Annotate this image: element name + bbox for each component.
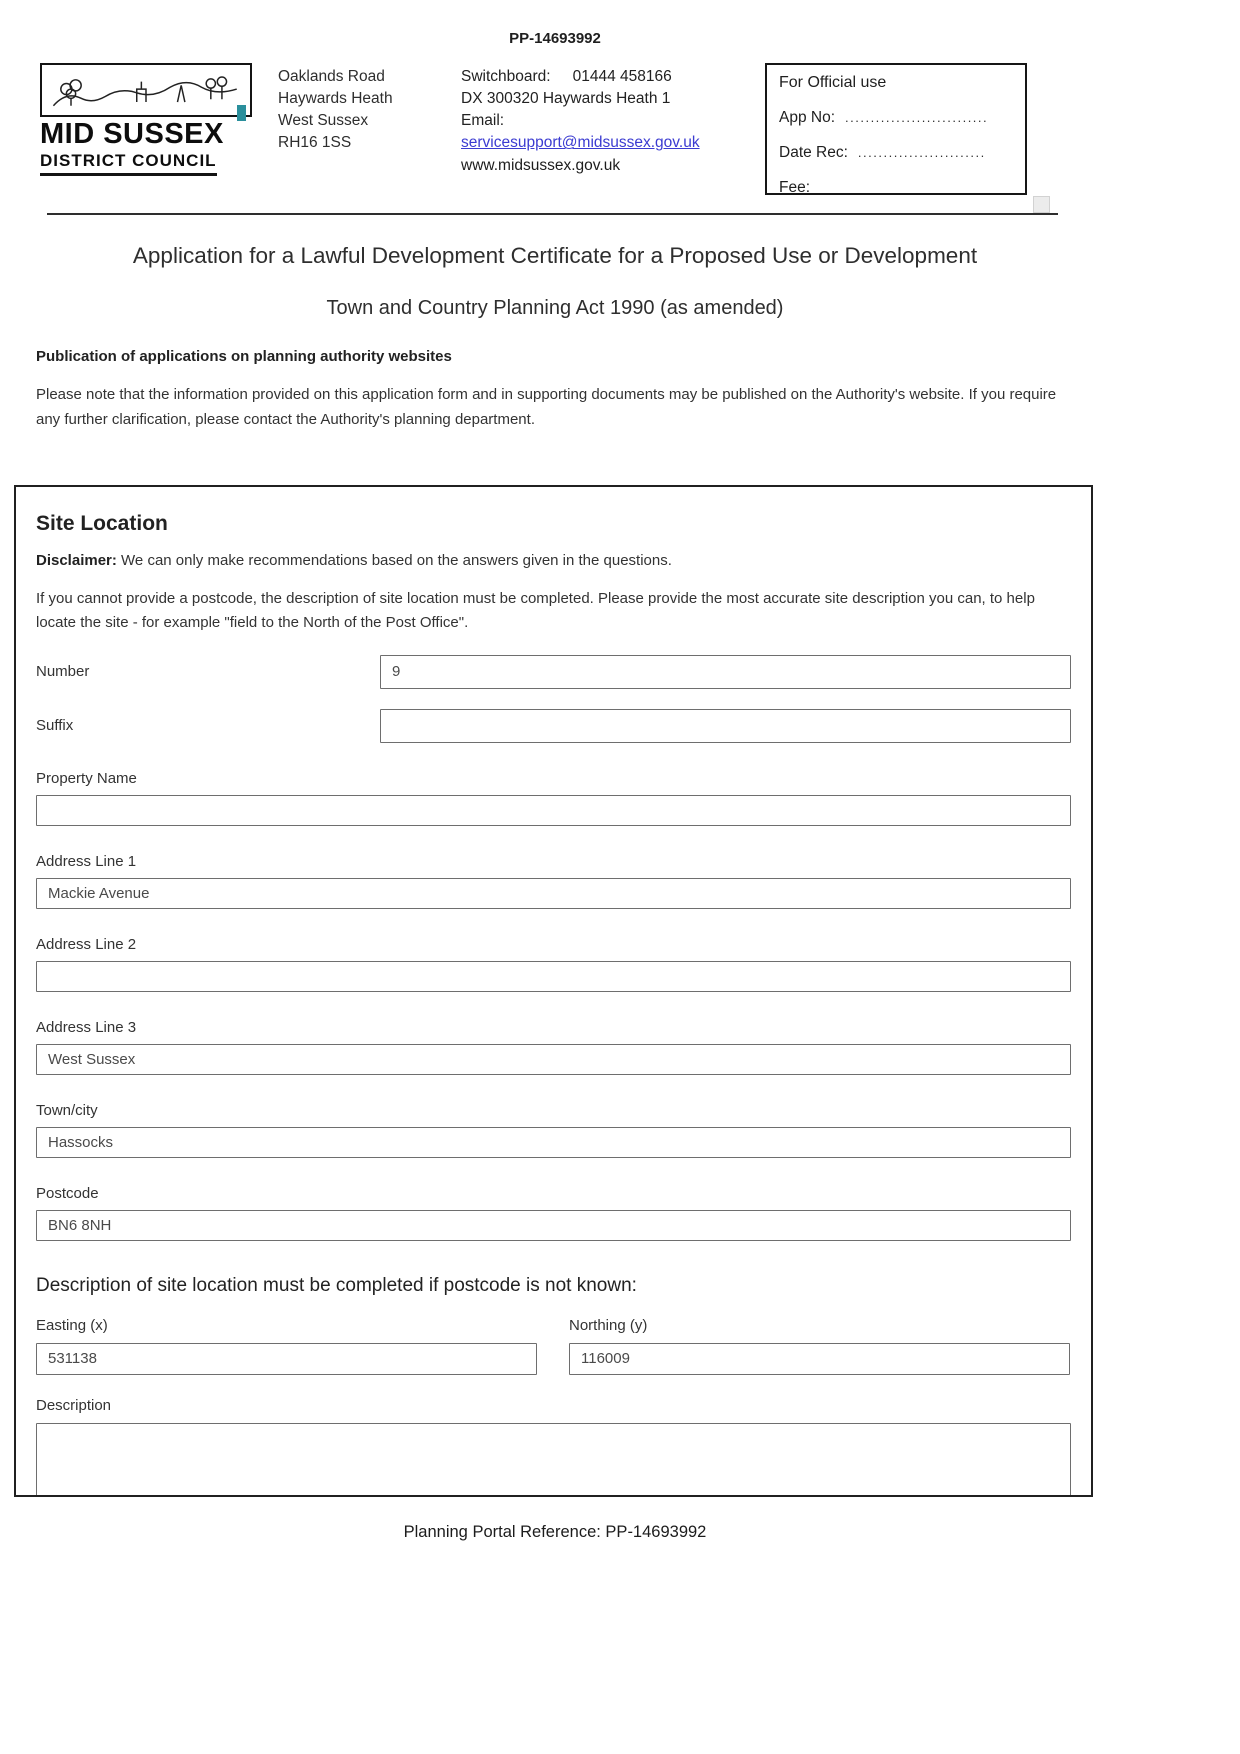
easting-field [36, 1317, 537, 1375]
official-use-box [765, 63, 1027, 195]
switchboard-line [461, 67, 741, 87]
portal-reference-footer: Planning Portal Reference: PP-14693992 [403, 1522, 707, 1541]
email-label: Email: [461, 112, 505, 130]
address-line-1-input[interactable] [36, 878, 1071, 909]
council-logo [40, 63, 262, 176]
publication-heading: Publication of applications on planning authority websites [36, 348, 452, 365]
address-line: RH16 1SS [278, 134, 352, 152]
postcode-input[interactable] [36, 1210, 1071, 1241]
dx-line: DX 300320 Haywards Heath 1 [461, 90, 671, 108]
site-location-section [14, 485, 1093, 1497]
official-use-title: For Official use [779, 74, 887, 91]
disclaimer-label: Disclaimer: [36, 551, 117, 569]
property-name-input[interactable] [36, 795, 1071, 826]
address-line: Haywards Heath [278, 90, 393, 108]
description-textarea[interactable] [36, 1423, 1071, 1497]
suffix-input[interactable] [380, 709, 1071, 743]
suffix-label: Suffix [36, 716, 74, 734]
email-link[interactable]: servicesupport@midsussex.gov.uk [461, 134, 700, 152]
planning-reference-top: PP-14693992 [509, 30, 601, 47]
northing-label: Northing (y) [569, 1316, 648, 1334]
easting-input[interactable] [36, 1343, 537, 1375]
logo-subname: DISTRICT COUNCIL [40, 151, 217, 176]
number-label: Number [36, 662, 90, 680]
description-requirement-heading: Description of site location must be completed if postcode is not known: [36, 1274, 637, 1296]
description-label: Description [36, 1396, 112, 1414]
app-no-row [779, 109, 1013, 127]
easting-label: Easting (x) [36, 1316, 108, 1334]
address-line-1-field [36, 853, 1071, 909]
date-rec-row [779, 144, 1013, 162]
address-line: West Sussex [278, 112, 369, 130]
fee-row [779, 179, 1013, 197]
address-line-3-input[interactable] [36, 1044, 1071, 1075]
site-location-heading: Site Location [36, 511, 168, 535]
header [40, 63, 1027, 195]
address-line-2-input[interactable] [36, 961, 1071, 992]
description-field [36, 1397, 1071, 1497]
suffix-field-row [36, 709, 1071, 743]
postcode-label: Postcode [36, 1184, 99, 1202]
date-rec-dotted-line: ......................... [857, 145, 986, 160]
northing-field [569, 1317, 1070, 1375]
act-subtitle: Town and Country Planning Act 1990 (as amended) [326, 297, 784, 319]
fee-label: Fee: [779, 179, 811, 196]
property-name-label: Property Name [36, 769, 137, 787]
site-intro-text: If you cannot provide a postcode, the description of site location must be completed. Please provide the most accurate site description you can, to help locate the site - for example "field to the North of the Post Office". [36, 589, 1035, 631]
address-line-2-label: Address Line 2 [36, 935, 137, 953]
teal-mark-icon [237, 105, 246, 121]
address-line: Oaklands Road [278, 68, 385, 85]
app-no-dotted-line: ............................ [845, 110, 989, 125]
publication-body: Please note that the information provided on this application form and in supporting documents may be published on the Authority's website. If you require any further clarification, please contact the Authority's planning department. [36, 386, 1057, 428]
header-divider [47, 213, 1058, 215]
address-line-3-field [36, 1019, 1071, 1075]
form-title: Application for a Lawful Development Certificate for a Proposed Use or Development [132, 243, 978, 268]
logo-landscape-sketch-icon [40, 63, 252, 117]
date-rec-label: Date Rec: [779, 144, 848, 161]
switchboard-number: 01444 458166 [572, 68, 672, 85]
northing-input[interactable] [569, 1343, 1070, 1375]
logo-name: MID SUSSEX [40, 118, 224, 150]
address-line-1-label: Address Line 1 [36, 852, 137, 870]
switchboard-label: Switchboard: [461, 68, 551, 85]
property-name-field [36, 770, 1071, 826]
town-city-field [36, 1102, 1071, 1158]
coordinates-row [36, 1317, 1071, 1375]
town-city-label: Town/city [36, 1101, 98, 1119]
disclaimer [36, 552, 1071, 569]
address-line-2-field [36, 936, 1071, 992]
town-city-input[interactable] [36, 1127, 1071, 1158]
number-field-row [36, 655, 1071, 689]
address-line-3-label: Address Line 3 [36, 1018, 137, 1036]
council-address [278, 63, 453, 156]
council-contact [461, 63, 741, 178]
number-input[interactable] [380, 655, 1071, 689]
app-no-label: App No: [779, 109, 836, 126]
website-link[interactable]: www.midsussex.gov.uk [461, 156, 621, 174]
disclaimer-text: We can only make recommendations based on the answers given in the questions. [116, 551, 672, 569]
corner-checkbox[interactable] [1033, 196, 1050, 213]
postcode-field [36, 1185, 1071, 1241]
